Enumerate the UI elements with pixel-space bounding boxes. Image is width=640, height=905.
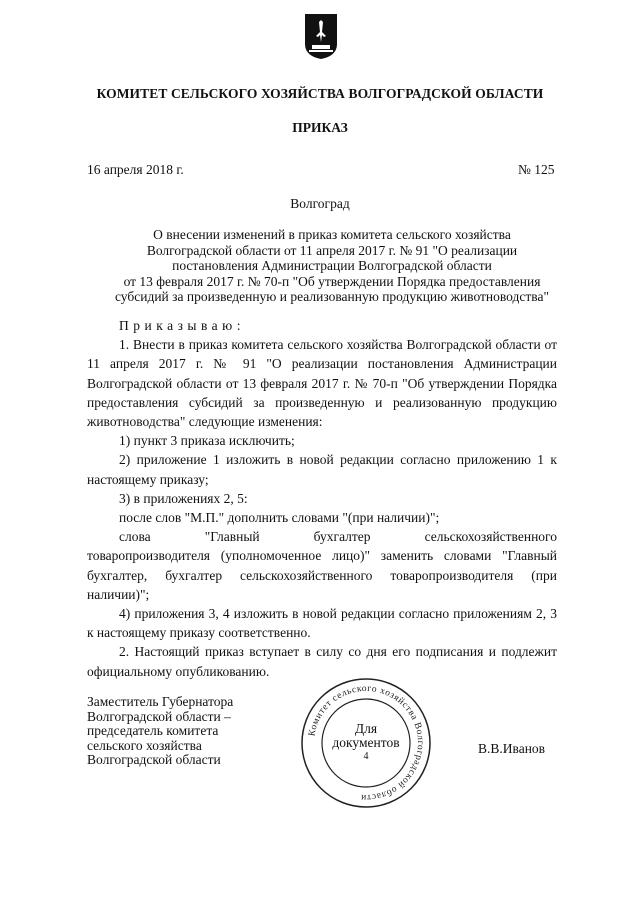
subject-line: от 13 февраля 2017 г. № 70-п "Об утверждении Порядка предоставления: [123, 273, 541, 289]
paragraph-1-item-3b-first-line: слова "Главный бухгалтер сельскохозяйственного: [119, 529, 557, 545]
stamp-ring-text: Комитет сельского хозяйства Волгоградской области: [307, 683, 426, 803]
paragraph-1-item-2: 2) приложение 1 изложить в новой редакции согласно приложению 1 к настоящему приказу;: [87, 452, 557, 487]
signatory-position-line: сельского хозяйства: [87, 737, 202, 753]
paragraph-1: 1. Внести в приказ комитета сельского хозяйства Волгоградской области от 11 апреля 2017 г. № 91 "О реализации постановления Администрации Волгоградской области от 13 февраля 2017 г. № 70-п "Об утверждении Порядка предоставления субсидий за произведенную и реализованную продукцию животноводства" следующие изменения:: [87, 337, 557, 430]
subject-line: субсидий за произведенную и реализованную продукцию животноводства": [114, 289, 549, 304]
signatory-position-line: Волгоградской области –: [87, 708, 231, 724]
stamp-center-line: Для: [354, 721, 378, 736]
signatory-name: В.В.Иванов: [478, 741, 546, 756]
signatory-position-line: председатель комитета: [87, 723, 219, 738]
document-number: № 125: [518, 162, 555, 177]
stamp-center-line: документов: [332, 735, 400, 750]
subject-line: постановления Администрации Волгоградской области: [172, 258, 492, 273]
stamp-center-text: [299, 722, 433, 764]
paragraph-1-item-4: 4) приложения 3, 4 изложить в новой редакции согласно приложениям 2, 3 к настоящему приказу соответственно.: [87, 606, 557, 641]
signatory-position: [87, 695, 233, 768]
signatory-position-line: Волгоградской области: [87, 752, 221, 767]
paragraph-1-item-1: 1) пункт 3 приказа исключить;: [119, 433, 295, 449]
paragraph-1-item-3a: после слов "М.П." дополнить словами "(при наличии)";: [119, 510, 440, 526]
paragraph-1-item-3: 3) в приложениях 2, 5:: [119, 490, 248, 506]
document-type: ПРИКАЗ: [292, 120, 348, 135]
subject-line: О внесении изменений в приказ комитета сельского хозяйства: [153, 227, 511, 242]
subject-line: Волгоградской области от 11 апреля 2017 г. № 91 "О реализации: [146, 242, 518, 258]
document-date: 16 апреля 2018 г.: [87, 162, 184, 177]
order-word: Приказываю:: [119, 318, 245, 333]
paragraph-1-item-3b-rest: товаропроизводителя (уполномоченное лицо)" заменить словами "Главный бухгалтер, бухгалтер сельскохозяйственного товаропроизводителя (при наличии)";: [87, 548, 557, 602]
coat-of-arms-emblem-icon: [303, 12, 339, 60]
document-subject: [70, 227, 594, 305]
document-body: [87, 316, 557, 681]
signatory-position-line: Заместитель Губернатора: [87, 694, 234, 709]
stamp-center-mark: 4: [363, 751, 369, 762]
document-city: Волгоград: [290, 196, 350, 211]
paragraph-2: 2. Настоящий приказ вступает в силу со дня его подписания и подлежит официальному опубликованию.: [87, 644, 557, 679]
organization-name: КОМИТЕТ СЕЛЬСКОГО ХОЗЯЙСТВА ВОЛГОГРАДСКОЙ ОБЛАСТИ: [96, 86, 544, 101]
